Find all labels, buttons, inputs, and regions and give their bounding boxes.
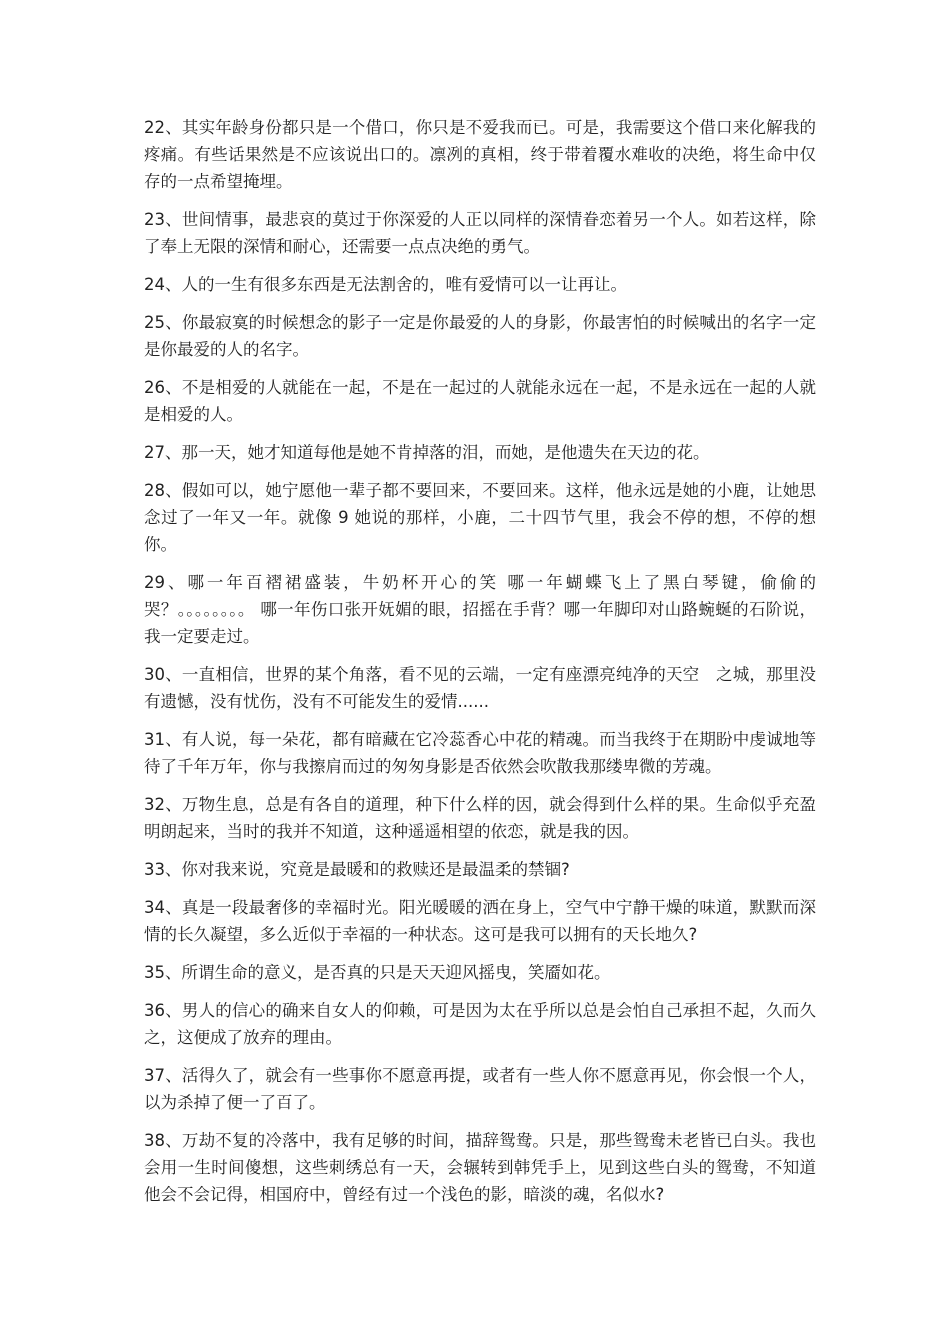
paragraph-35: 35、所谓生命的意义，是否真的只是天天迎风摇曳，笑靥如花。 bbox=[144, 963, 611, 982]
paragraph-23: 23、世间情事，最悲哀的莫过于你深爱的人正以同样的深情眷恋着另一个人。如若这样，除了奉上无限的深情和耐心，还需要一点点决绝的勇气。 bbox=[144, 210, 816, 256]
paragraph-22: 22、其实年龄身份都只是一个借口，你只是不爱我而已。可是，我需要这个借口来化解我的疼痛。有些话果然是不应该说出口的。凛冽的真相，终于带着覆水难收的决绝，将生命中仅存的一点希望掩埋。 bbox=[144, 118, 816, 191]
paragraph-31: 31、有人说，每一朵花，都有暗藏在它冷蕊香心中花的精魂。而当我终于在期盼中虔诚地等待了千年万年，你与我擦肩而过的匆匆身影是否依然会吹散我那缕卑微的芳魂。 bbox=[144, 730, 816, 776]
paragraph-33: 33、你对我来说，究竟是最暖和的救赎还是最温柔的禁锢? bbox=[144, 860, 570, 879]
paragraph-26: 26、不是相爱的人就能在一起，不是在一起过的人就能永远在一起，不是永远在一起的人就是相爱的人。 bbox=[144, 378, 816, 424]
paragraph-25: 25、你最寂寞的时候想念的影子一定是你最爱的人的身影，你最害怕的时候喊出的名字一定是你最爱的人的名字。 bbox=[144, 313, 816, 359]
paragraph-27: 27、那一天，她才知道每他是她不肯掉落的泪，而她，是他遗失在天边的花。 bbox=[144, 443, 710, 462]
paragraph-32: 32、万物生息，总是有各自的道理，种下什么样的因，就会得到什么样的果。生命似乎充盈明朗起来，当时的我并不知道，这种遥遥相望的依恋，就是我的因。 bbox=[144, 795, 816, 841]
paragraph-28: 28、假如可以，她宁愿他一辈子都不要回来，不要回来。这样，他永远是她的小鹿，让她思念过了一年又一年。就像 9 她说的那样，小鹿，二十四节气里，我会不停的想，不停的想你。 bbox=[144, 481, 816, 554]
paragraph-34: 34、真是一段最奢侈的幸福时光。阳光暖暖的洒在身上，空气中宁静干燥的味道，默默而深情的长久凝望，多么近似于幸福的一种状态。这可是我可以拥有的天长地久? bbox=[144, 898, 816, 944]
document-page bbox=[144, 114, 816, 1219]
paragraph-29: 29、哪一年百褶裙盛装，牛奶杯开心的笑 哪一年蝴蝶飞上了黑白琴键，偷偷的哭？。。。。。。。。 哪一年伤口张开妩媚的眼，招摇在手背？哪一年脚印对山路蜿蜒的石阶说，我一定要走过。 bbox=[144, 573, 816, 646]
paragraph-38: 38、万劫不复的冷落中，我有足够的时间，描辞鸳鸯。只是，那些鸳鸯未老皆已白头。我也会用一生时间傻想，这些刺绣总有一天，会辗转到韩凭手上，见到这些白头的鸳鸯，不知道他会不会记得，相国府中，曾经有过一个浅色的影，暗淡的魂，名似水? bbox=[144, 1131, 816, 1204]
paragraph-36: 36、男人的信心的确来自女人的仰赖，可是因为太在乎所以总是会怕自己承担不起，久而久之，这便成了放弃的理由。 bbox=[144, 1001, 816, 1047]
paragraph-37: 37、活得久了，就会有一些事你不愿意再提，或者有一些人你不愿意再见，你会恨一个人，以为杀掉了便一了百了。 bbox=[144, 1066, 816, 1112]
paragraph-24: 24、人的一生有很多东西是无法割舍的，唯有爱情可以一让再让。 bbox=[144, 275, 627, 294]
paragraph-30: 30、一直相信，世界的某个角落，看不见的云端，一定有座漂亮纯净的天空 之城，那里没有遗憾，没有忧伤，没有不可能发生的爱情...... bbox=[144, 665, 816, 711]
